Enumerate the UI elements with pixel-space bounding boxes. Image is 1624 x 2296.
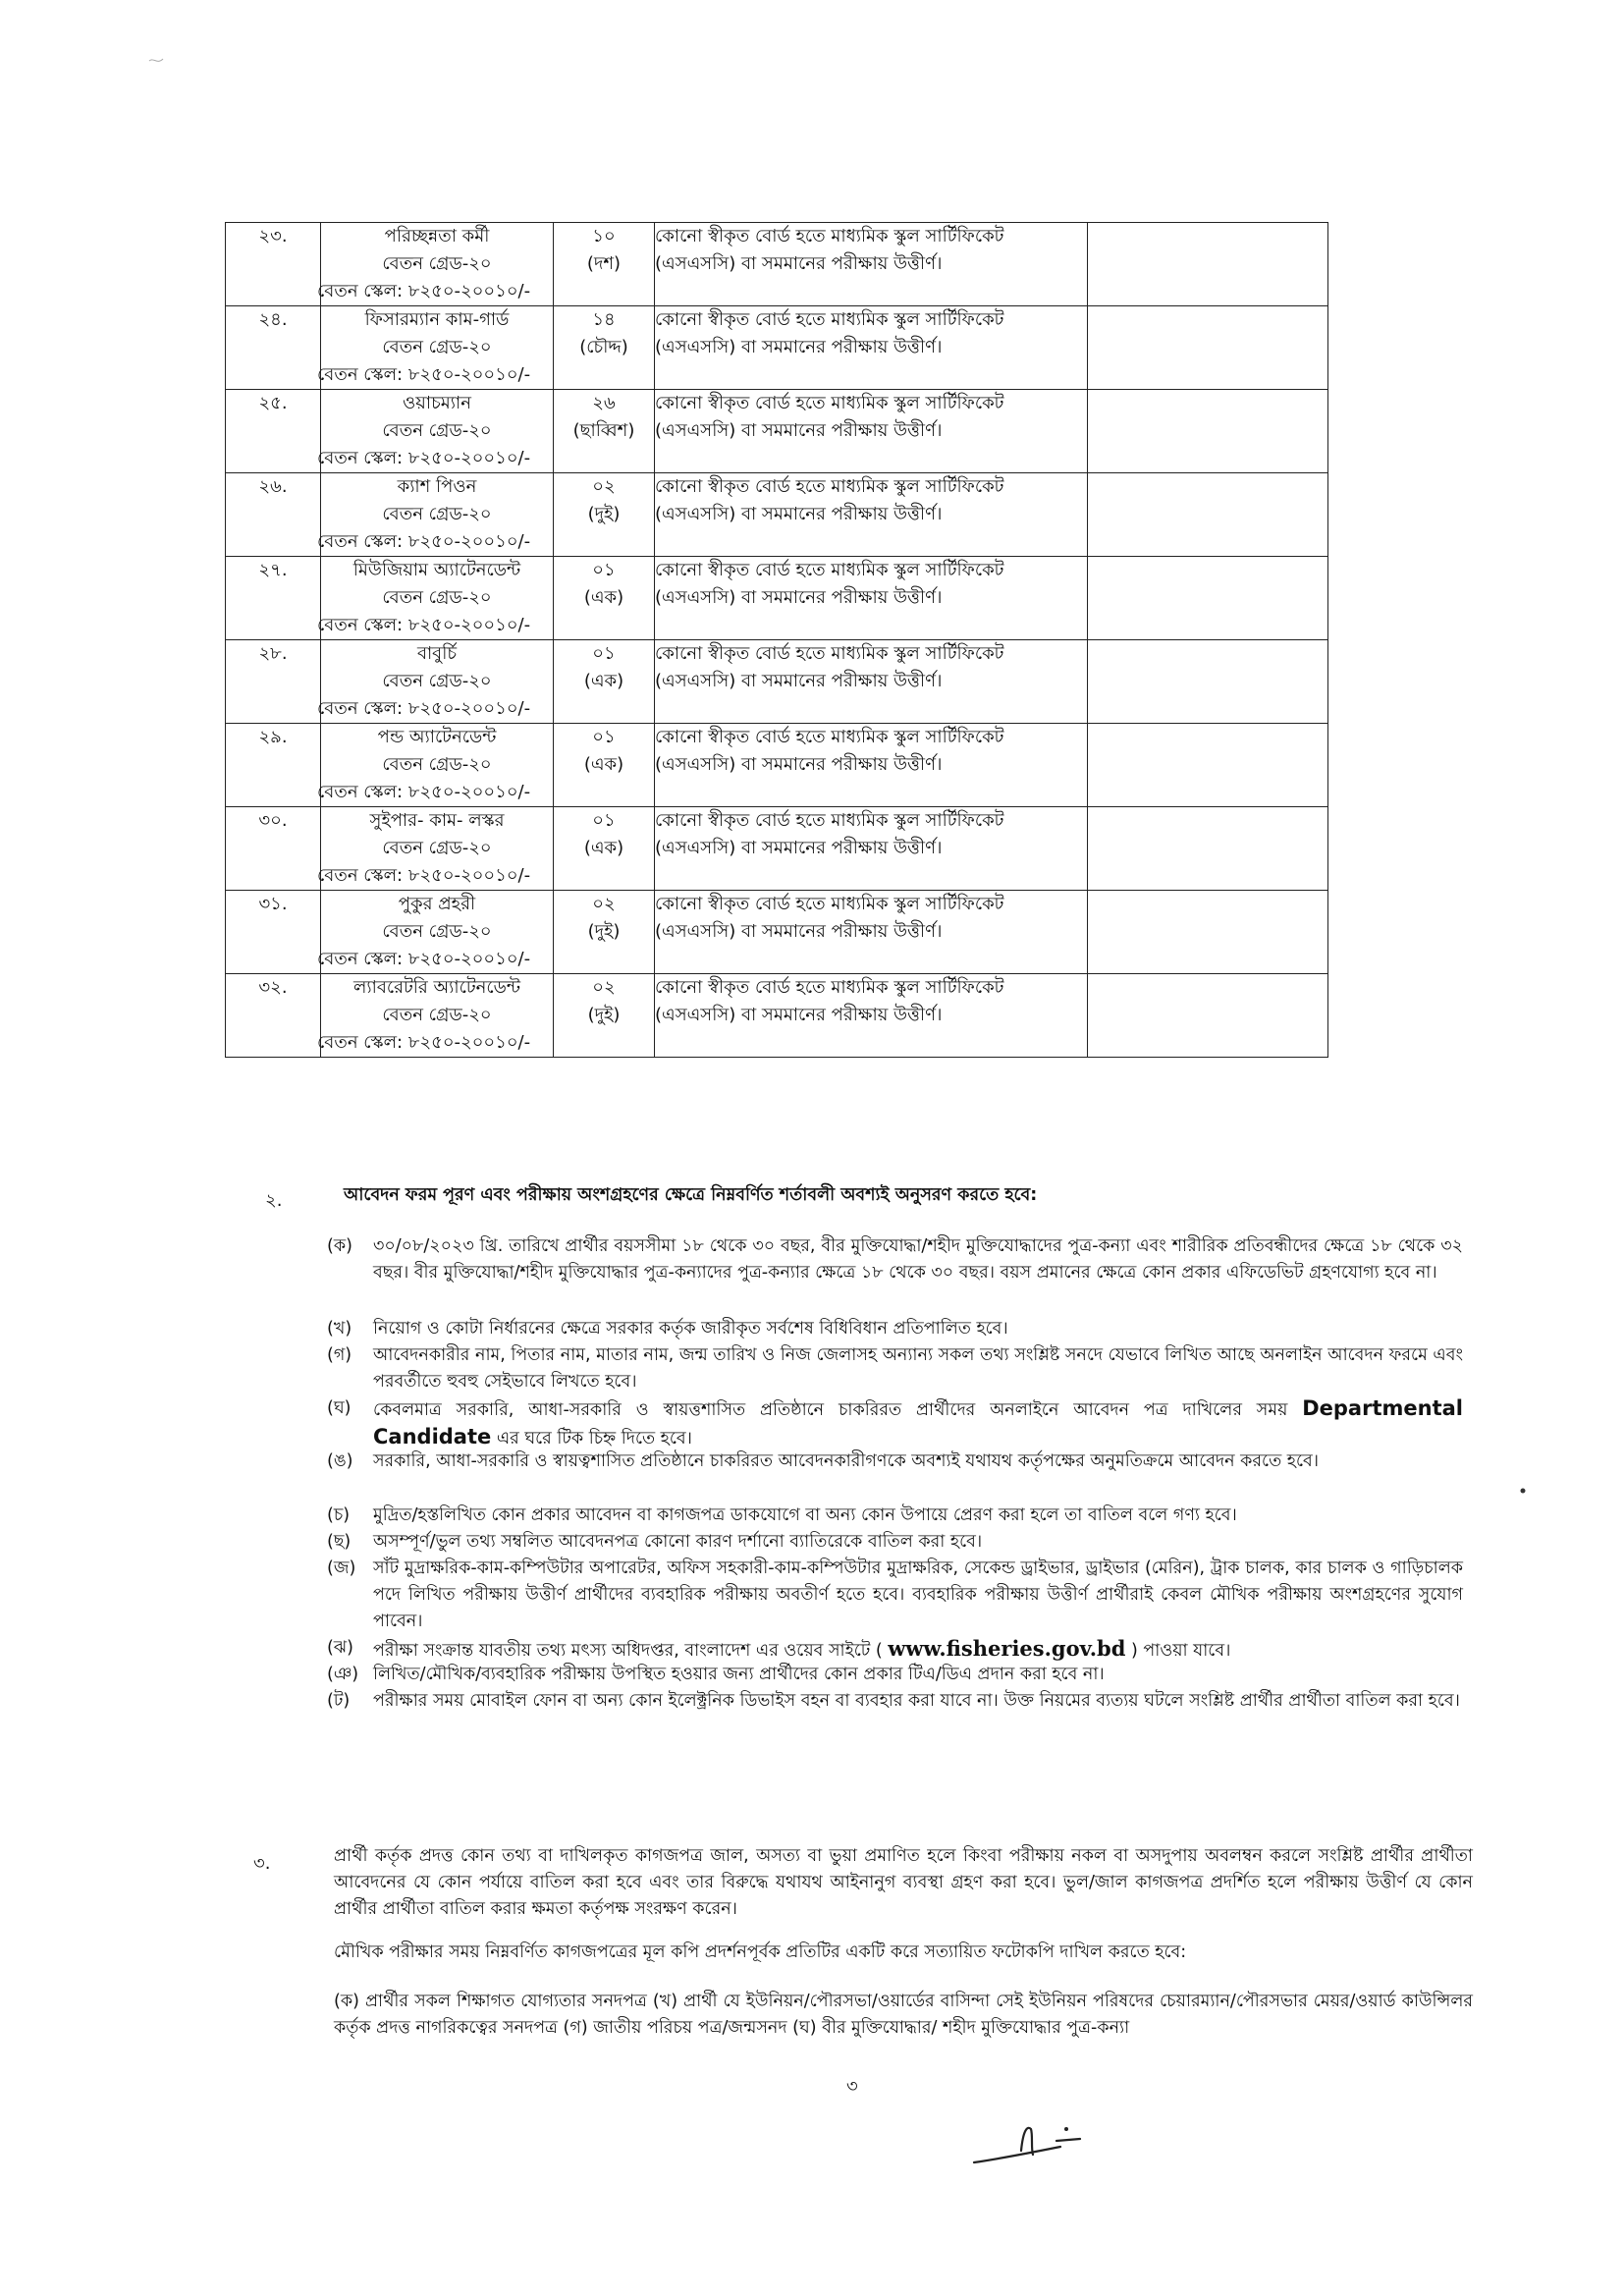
section-3-para-3: (ক) প্রার্থীর সকল শিক্ষাগত যোগ্যতার সনদপত্র (খ) প্রার্থী যে ইউনিয়ন/পৌরসভা/ওয়ার্ডের বাসিন্দা সেই ইউনিয়ন পরিষদের চেয়ারম্যান/পৌরসভার মেয়র/ওয়ার্ড কাউন্সিলর কর্তৃক প্রদত্ত নাগরিকত্বের সনদপত্র (গ) জাতীয় পরিচয় পত্র/জন্মসনদ (ঘ) বীর মুক্তিযোদ্ধার/ শহীদ মুক্তিযোদ্ধার পুত্র-কন্যা <box>334 1992 1473 2038</box>
condition-text: অসম্পূর্ণ/ভুল তথ্য সম্বলিত আবেদনপত্র কোনো কারণ দর্শানো ব্যাতিরেকে বাতিল করা হবে। <box>373 1532 983 1552</box>
post-count-cell <box>554 473 655 557</box>
condition-text-part: পরীক্ষা সংক্রান্ত যাবতীয় তথ্য মৎস্য অধিদপ্তর, বাংলাদেশ এর ওয়েব সাইটে ( <box>373 1641 883 1661</box>
serial-cell: ২৯. <box>226 724 321 807</box>
departmental-candidate-label: Departmental Candidate <box>373 1396 1463 1449</box>
post-count-cell <box>554 557 655 640</box>
post-name: ফিসারম্যান কাম-গার্ড <box>364 309 510 330</box>
pay-grade: বেতন গ্রেড-২০ <box>382 253 492 274</box>
pay-grade: বেতন গ্রেড-২০ <box>382 504 492 524</box>
pay-scale: বেতন স্কেল: ৮২৫০-২০০১০/- <box>317 281 531 301</box>
post-count: ০২ <box>592 476 616 497</box>
post-cell <box>317 974 554 1058</box>
qualification-cell <box>655 724 1088 807</box>
condition-marker: (ঞ) <box>327 1665 359 1684</box>
signature-mark <box>962 2111 1110 2180</box>
remarks-cell <box>1088 640 1328 724</box>
post-cell <box>317 306 554 390</box>
condition-marker: (ঝ) <box>327 1638 353 1658</box>
post-cell <box>317 557 554 640</box>
qualification-line-2: (এসএসসি) বা সমমানের পরীক্ষায় উত্তীর্ণ। <box>655 754 943 775</box>
pay-grade: বেতন গ্রেড-২০ <box>382 921 492 942</box>
post-cell <box>317 223 554 306</box>
qualification-line-2: (এসএসসি) বা সমমানের পরীক্ষায় উত্তীর্ণ। <box>655 1005 943 1025</box>
post-count-words: (ছাব্বিশ) <box>572 420 635 441</box>
condition-text <box>373 1395 1463 1452</box>
pay-scale: বেতন স্কেল: ৮২৫০-২০০১০/- <box>317 865 531 886</box>
pay-scale: বেতন স্কেল: ৮২৫০-২০০১০/- <box>317 531 531 552</box>
pay-scale: বেতন স্কেল: ৮২৫০-২০০১০/- <box>317 448 531 468</box>
post-name: বাবুর্চি <box>416 643 458 664</box>
page-number: ৩ <box>846 2076 858 2097</box>
post-count-words: (দুই) <box>587 1005 621 1025</box>
condition-marker: (ট) <box>327 1691 351 1711</box>
condition-text: নিয়োগ ও কোটা নির্ধারনের ক্ষেত্রে সরকার কর্তৃক জারীকৃত সর্বশেষ বিধিবিধান প্রতিপালিত হবে। <box>373 1319 1008 1339</box>
remarks-cell <box>1088 891 1328 974</box>
qualification-line-1: কোনো স্বীকৃত বোর্ড হতে মাধ্যমিক স্কুল সার্টিফিকেট <box>655 476 1004 497</box>
post-cell <box>317 724 554 807</box>
condition-text: আবেদনকারীর নাম, পিতার নাম, মাতার নাম, জন্ম তারিখ ও নিজ জেলাসহ অন্যান্য সকল তথ্য সংশ্লিষ্ট সনদে যেভাবে লিখিত আছে অনলাইন আবেদন ফরমে এবং পরবর্তীতে হুবহু সেইভাবে লিখতে হবে। <box>373 1345 1463 1392</box>
qualification-line-1: কোনো স্বীকৃত বোর্ড হতে মাধ্যমিক স্কুল সার্টিফিকেট <box>655 226 1004 246</box>
qualification-cell <box>655 557 1088 640</box>
post-count-words: (দুই) <box>587 504 621 524</box>
qualification-line-2: (এসএসসি) বা সমমানের পরীক্ষায় উত্তীর্ণ। <box>655 921 943 942</box>
qualification-line-2: (এসএসসি) বা সমমানের পরীক্ষায় উত্তীর্ণ। <box>655 504 943 524</box>
condition-text-part: কেবলমাত্র সরকারি, আধা-সরকারি ও স্বায়ত্তশাসিত প্রতিষ্ঠানে চাকরিরত প্রার্থীদের অনলাইনে আবেদন পত্র দাখিলের সময় <box>373 1400 1288 1420</box>
post-cell <box>317 891 554 974</box>
qualification-line-2: (এসএসসি) বা সমমানের পরীক্ষায় উত্তীর্ণ। <box>655 253 943 274</box>
post-count: ১০ <box>592 226 616 246</box>
pay-grade: বেতন গ্রেড-২০ <box>382 671 492 691</box>
qualification-cell <box>655 306 1088 390</box>
post-count-words: (দুই) <box>587 921 621 942</box>
condition-marker: (ঙ) <box>327 1451 353 1471</box>
qualification-line-2: (এসএসসি) বা সমমানের পরীক্ষায় উত্তীর্ণ। <box>655 838 943 858</box>
section-3-para-2: মৌখিক পরীক্ষার সময় নিম্নবর্ণিত কাগজপত্রের মূল কপি প্রদর্শনপূর্বক প্রতিটির একটি করে সত্যায়িত ফটোকপি দাখিল করতে হবে: <box>334 1942 1187 1962</box>
website-link-text: www.fisheries.gov.bd <box>888 1636 1126 1661</box>
remarks-cell <box>1088 223 1328 306</box>
post-count: ০১ <box>592 560 616 580</box>
qualification-cell <box>655 223 1088 306</box>
speck-mark <box>145 51 175 71</box>
post-count: ০২ <box>592 894 616 914</box>
section-2-heading: আবেদন ফরম পূরণ এবং পরীক্ষায় অংশগ্রহণের ক্ষেত্রে নিম্নবর্ণিত শর্তাবলী অবশ্যই অনুসরণ করতে হবে: <box>344 1185 1038 1205</box>
qualification-line-1: কোনো স্বীকৃত বোর্ড হতে মাধ্যমিক স্কুল সার্টিফিকেট <box>655 393 1004 413</box>
post-count-cell <box>554 807 655 891</box>
remarks-cell <box>1088 724 1328 807</box>
remarks-cell <box>1088 390 1328 473</box>
post-cell <box>317 640 554 724</box>
serial-cell: ২৪. <box>226 306 321 390</box>
condition-marker: (খ) <box>327 1319 352 1339</box>
serial-cell: ২৫. <box>226 390 321 473</box>
speck-mark <box>1517 1485 1529 1497</box>
post-count-words: (চৌদ্দ) <box>579 337 628 357</box>
qualification-line-2: (এসএসসি) বা সমমানের পরীক্ষায় উত্তীর্ণ। <box>655 671 943 691</box>
condition-text: পরীক্ষার সময় মোবাইল ফোন বা অন্য কোন ইলেক্ট্রনিক ডিভাইস বহন বা ব্যবহার করা যাবে না। উক্ত নিয়মের ব্যত্যয় ঘটলে সংশ্লিষ্ট প্রার্থীর প্রার্থীতা বাতিল করা হবে। <box>373 1691 1460 1711</box>
condition-marker: (গ) <box>327 1345 352 1365</box>
post-count-words: (এক) <box>583 754 624 775</box>
serial-cell: ৩১. <box>226 891 321 974</box>
post-name: পুকুর প্রহরী <box>398 894 476 914</box>
pay-grade: বেতন গ্রেড-২০ <box>382 337 492 357</box>
post-count-cell <box>554 640 655 724</box>
remarks-cell <box>1088 306 1328 390</box>
qualification-cell <box>655 390 1088 473</box>
condition-marker: (ছ) <box>327 1532 352 1552</box>
pay-grade: বেতন গ্রেড-২০ <box>382 587 492 608</box>
table-row <box>226 557 1328 640</box>
pay-grade: বেতন গ্রেড-২০ <box>382 420 492 441</box>
table-row <box>226 306 1328 390</box>
qualification-line-2: (এসএসসি) বা সমমানের পরীক্ষায় উত্তীর্ণ। <box>655 420 943 441</box>
post-cell <box>317 473 554 557</box>
post-count-words: (এক) <box>583 671 624 691</box>
post-name: ক্যাশ পিওন <box>397 476 477 497</box>
post-count: ০১ <box>592 727 616 747</box>
condition-marker: (জ) <box>327 1558 356 1578</box>
qualification-line-1: কোনো স্বীকৃত বোর্ড হতে মাধ্যমিক স্কুল সার্টিফিকেট <box>655 643 1004 664</box>
section-3-para-1: প্রার্থী কর্তৃক প্রদত্ত কোন তথ্য বা দাখিলকৃত কাগজপত্র জাল, অসত্য বা ভুয়া প্রমাণিত হলে কিংবা পরীক্ষায় নকল বা অসদুপায় অবলম্বন করলে সংশ্লিষ্ট প্রার্থীর প্রার্থীতা আবেদনের যে কোন পর্যায়ে বাতিল করা হবে এবং তার বিরুদ্ধে যথাযথ আইনানুগ ব্যবস্থা গ্রহণ করা হবে। ভুল/জাল কাগজপত্র প্রদর্শিত হলে পরীক্ষায় উত্তীর্ণ যে কোন প্রার্থীর প্রার্থীতা বাতিল করার ক্ষমতা কর্তৃপক্ষ সংরক্ষণ করেন। <box>334 1846 1473 1919</box>
post-count: ২৬ <box>592 393 616 413</box>
post-count-words: (এক) <box>583 838 624 858</box>
post-count-cell <box>554 724 655 807</box>
table-row <box>226 891 1328 974</box>
section-2-number: ২. <box>265 1190 283 1211</box>
post-count-cell <box>554 974 655 1058</box>
table-row <box>226 390 1328 473</box>
post-count-cell <box>554 306 655 390</box>
posts-table <box>225 222 1328 1058</box>
pay-scale: বেতন স্কেল: ৮২৫০-২০০১০/- <box>317 698 531 719</box>
remarks-cell <box>1088 974 1328 1058</box>
qualification-cell <box>655 807 1088 891</box>
serial-cell: ২৮. <box>226 640 321 724</box>
pay-scale: বেতন স্কেল: ৮২৫০-২০০১০/- <box>317 782 531 802</box>
condition-text <box>373 1635 1463 1665</box>
condition-text-part: ) পাওয়া যাবে। <box>1130 1641 1231 1661</box>
serial-cell: ২৬. <box>226 473 321 557</box>
condition-text: লিখিত/মৌখিক/ব্যবহারিক পরীক্ষায় উপস্থিত হওয়ার জন্য প্রার্থীদের কোন প্রকার টিএ/ডিএ প্রদান করা হবে না। <box>373 1665 1105 1684</box>
post-name: পন্ড অ্যাটেনডেন্ট <box>377 727 497 747</box>
section-3-number: ৩. <box>253 1853 271 1874</box>
post-count-words: (এক) <box>583 587 624 608</box>
pay-scale: বেতন স্কেল: ৮২৫০-২০০১০/- <box>317 364 531 385</box>
post-count: ০১ <box>592 810 616 831</box>
table-row <box>226 807 1328 891</box>
qualification-cell <box>655 473 1088 557</box>
post-name: ল্যাবরেটরি অ্যাটেনডেন্ট <box>352 977 521 998</box>
qualification-cell <box>655 891 1088 974</box>
condition-text: ৩০/০৮/২০২৩ খ্রি. তারিখে প্রার্থীর বয়সসীমা ১৮ থেকে ৩০ বছর, বীর মুক্তিযোদ্ধা/শহীদ মুক্তিযোদ্ধাদের পুত্র-কন্যা এবং শারীরিক প্রতিবন্ধীদের ক্ষেত্রে ১৮ থেকে ৩২ বছর। বীর মুক্তিযোদ্ধা/শহীদ মুক্তিযোদ্ধার পুত্র-কন্যাদের পুত্র-কন্যার ক্ষেত্রে ১৮ থেকে ৩০ বছর। বয়স প্রমানের ক্ষেত্রে কোন প্রকার এফিডেভিট গ্রহণযোগ্য হবে না। <box>373 1236 1463 1283</box>
serial-cell: ২৩. <box>226 223 321 306</box>
pay-scale: বেতন স্কেল: ৮২৫০-২০০১০/- <box>317 1032 531 1053</box>
post-count-words: (দশ) <box>586 253 622 274</box>
qualification-cell <box>655 640 1088 724</box>
remarks-cell <box>1088 473 1328 557</box>
post-count: ১৪ <box>592 309 616 330</box>
pay-grade: বেতন গ্রেড-২০ <box>382 1005 492 1025</box>
post-name: ওয়াচম্যান <box>403 393 471 413</box>
post-count: ০১ <box>592 643 616 664</box>
condition-marker: (ঘ) <box>327 1398 352 1418</box>
table-row <box>226 724 1328 807</box>
post-count-cell <box>554 223 655 306</box>
qualification-line-1: কোনো স্বীকৃত বোর্ড হতে মাধ্যমিক স্কুল সার্টিফিকেট <box>655 977 1004 998</box>
serial-cell: ৩২. <box>226 974 321 1058</box>
pay-grade: বেতন গ্রেড-২০ <box>382 838 492 858</box>
table-row <box>226 473 1328 557</box>
condition-text-part: এর ঘরে টিক চিহ্ন দিতে হবে। <box>496 1429 692 1449</box>
qualification-line-1: কোনো স্বীকৃত বোর্ড হতে মাধ্যমিক স্কুল সার্টিফিকেট <box>655 894 1004 914</box>
condition-text: মুদ্রিত/হস্তলিখিত কোন প্রকার আবেদন বা কাগজপত্র ডাকযোগে বা অন্য কোন উপায়ে প্রেরণ করা হলে তা বাতিল বলে গণ্য হবে। <box>373 1505 1237 1525</box>
condition-marker: (চ) <box>327 1505 351 1525</box>
pay-scale: বেতন স্কেল: ৮২৫০-২০০১০/- <box>317 949 531 969</box>
post-name: পরিচ্ছন্নতা কর্মী <box>384 226 490 246</box>
remarks-cell <box>1088 557 1328 640</box>
qualification-cell <box>655 974 1088 1058</box>
pay-scale: বেতন স্কেল: ৮২৫০-২০০১০/- <box>317 615 531 635</box>
qualification-line-1: কোনো স্বীকৃত বোর্ড হতে মাধ্যমিক স্কুল সার্টিফিকেট <box>655 727 1004 747</box>
qualification-line-2: (এসএসসি) বা সমমানের পরীক্ষায় উত্তীর্ণ। <box>655 587 943 608</box>
qualification-line-1: কোনো স্বীকৃত বোর্ড হতে মাধ্যমিক স্কুল সার্টিফিকেট <box>655 810 1004 831</box>
table-row <box>226 974 1328 1058</box>
remarks-cell <box>1088 807 1328 891</box>
post-name: সুইপার- কাম- লস্কর <box>369 810 505 831</box>
condition-marker: (ক) <box>327 1236 352 1256</box>
post-cell <box>317 807 554 891</box>
condition-text: সাঁট মুদ্রাক্ষরিক-কাম-কম্পিউটার অপারেটর, অফিস সহকারী-কাম-কম্পিউটার মুদ্রাক্ষরিক, সেকেন্ড ড্রাইভার, ড্রাইভার (মেরিন), ট্রাক চালক, কার চালক ও গাড়িচালক পদে লিখিত পরীক্ষায় উত্তীর্ণ প্রার্থীদের ব্যবহারিক পরীক্ষায় অবতীর্ণ হতে হবে। ব্যবহারিক পরীক্ষায় উত্তীর্ণ প্রার্থীরাই কেবল মৌখিক পরীক্ষায় অংশগ্রহণের সুযোগ পাবেন। <box>373 1558 1463 1631</box>
post-count: ০২ <box>592 977 616 998</box>
serial-cell: ২৭. <box>226 557 321 640</box>
serial-cell: ৩০. <box>226 807 321 891</box>
pay-grade: বেতন গ্রেড-২০ <box>382 754 492 775</box>
table-row <box>226 223 1328 306</box>
qualification-line-1: কোনো স্বীকৃত বোর্ড হতে মাধ্যমিক স্কুল সার্টিফিকেট <box>655 560 1004 580</box>
qualification-line-1: কোনো স্বীকৃত বোর্ড হতে মাধ্যমিক স্কুল সার্টিফিকেট <box>655 309 1004 330</box>
post-count-cell <box>554 390 655 473</box>
table-row <box>226 640 1328 724</box>
post-count-cell <box>554 891 655 974</box>
post-name: মিউজিয়াম অ্যাটেনডেন্ট <box>352 560 521 580</box>
qualification-line-2: (এসএসসি) বা সমমানের পরীক্ষায় উত্তীর্ণ। <box>655 337 943 357</box>
condition-text: সরকারি, আধা-সরকারি ও স্বায়ত্বশাসিত প্রতিষ্ঠানে চাকরিরত আবেদনকারীগণকে অবশ্যই যথাযথ কর্তৃপক্ষের অনুমতিক্রমে আবেদন করতে হবে। <box>373 1451 1319 1471</box>
post-cell <box>317 390 554 473</box>
